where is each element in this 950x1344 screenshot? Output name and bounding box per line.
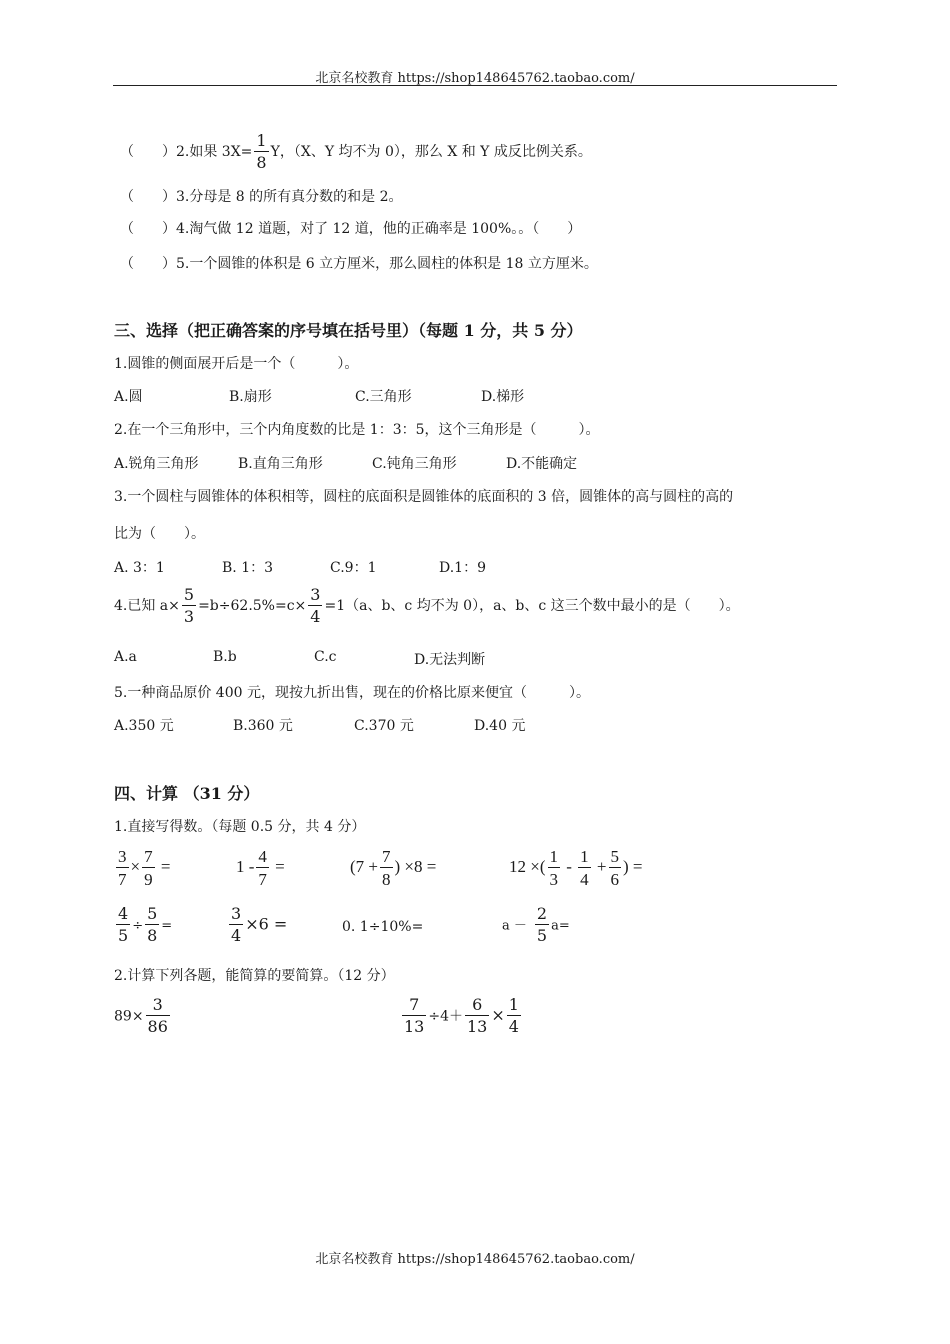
denominator: 86	[147, 1017, 168, 1036]
expr-suffix: ) ×8 =	[394, 856, 437, 876]
denominator: 8	[382, 870, 391, 889]
s3-q5-option-c: C.370 元	[354, 718, 414, 734]
s3-q5-option-a: A.350 元	[114, 718, 174, 734]
fraction	[578, 848, 591, 888]
fraction	[182, 587, 196, 625]
s3-q3-option-c: C.9：1	[330, 560, 377, 576]
numerator: 6	[472, 995, 483, 1014]
fraction	[146, 997, 170, 1035]
denominator: 4	[310, 607, 321, 626]
expr-prefix: (7 +	[350, 856, 378, 876]
fraction	[609, 848, 622, 888]
equals-sign: =	[160, 856, 171, 876]
expr-1	[114, 848, 170, 888]
expr-prefix: 89×	[114, 1008, 144, 1025]
q2-post: Y，（X、Y 均不为 0），那么 X 和 Y 成反比例关系。	[270, 144, 592, 160]
fraction	[116, 906, 130, 944]
s3-q5-option-b: B.360 元	[233, 718, 293, 734]
expr-7: 0. 1÷10%=	[342, 919, 424, 935]
section3-title: 三、选择（把正确答案的序号填在括号里）（每题 1 分，共 5 分）	[114, 321, 583, 340]
judge-q5: （ ）5.一个圆锥的体积是 6 立方厘米，那么圆柱的体积是 18 立方厘米。	[120, 256, 598, 272]
expr-5	[114, 906, 172, 944]
denominator: 13	[467, 1017, 488, 1036]
numerator: 7	[382, 847, 391, 866]
operator: ×	[491, 1005, 505, 1025]
operator: ×	[130, 856, 141, 876]
expr-10	[400, 997, 523, 1035]
answer-paren: （ ）	[120, 144, 176, 160]
expr-prefix: a －	[502, 918, 527, 934]
operator: +	[596, 856, 607, 876]
numerator: 5	[183, 585, 195, 604]
s3-q4-option-a: A.a	[114, 649, 137, 665]
fraction	[308, 587, 322, 625]
denominator: 8	[256, 153, 267, 172]
numerator: 7	[144, 847, 153, 866]
fraction	[142, 848, 155, 888]
page-footer: 北京名校教育 https://shop148645762.taobao.com/	[315, 1252, 635, 1267]
fraction	[145, 906, 159, 944]
operator: ÷	[132, 918, 144, 934]
s3-q5-option-d: D.40 元	[474, 718, 526, 734]
numerator: 7	[409, 995, 420, 1014]
s4-sub2: 2.计算下列各题，能简算的要简算。（12 分）	[114, 968, 395, 984]
expr-suffix: a=	[551, 918, 570, 934]
q4-pre: 4.已知 a×	[114, 598, 180, 614]
denominator: 4	[580, 870, 589, 889]
expr-3	[350, 848, 436, 888]
expr-prefix: 1 -	[236, 856, 255, 876]
s3-q4-option-d: D.无法判断	[414, 652, 486, 668]
judge-q4: （ ）4.淘气做 12 道题，对了 12 道，他的正确率是 100%。。（ ）	[120, 221, 582, 237]
numerator: 4	[118, 904, 129, 923]
s3-q3-line2: 比为（ ）。	[114, 526, 205, 542]
equals-sign: =	[275, 856, 285, 876]
fraction	[507, 997, 521, 1035]
numerator: 3	[152, 995, 163, 1014]
s3-q1-option-a: A.圆	[114, 389, 143, 405]
numerator: 5	[147, 904, 158, 923]
s3-q2-option-b: B.直角三角形	[238, 456, 323, 472]
header-rule	[113, 85, 837, 86]
denominator: 7	[258, 870, 267, 889]
s3-q3-line1: 3.一个圆柱与圆锥体的体积相等，圆柱的底面积是圆锥体的底面积的 3 倍，圆锥体的高与圆柱的高的	[114, 489, 734, 505]
denominator: 5	[118, 926, 129, 945]
denominator: 3	[549, 870, 558, 889]
expr-6	[227, 906, 287, 944]
fraction	[380, 848, 393, 888]
judge-q2	[120, 133, 592, 171]
fraction	[535, 906, 549, 944]
numerator: 3	[310, 585, 321, 604]
s3-q1-option-c: C.三角形	[355, 389, 412, 405]
numerator: 1	[580, 847, 589, 866]
fraction	[254, 133, 268, 171]
numerator: 5	[610, 847, 620, 866]
operator: ÷4＋	[428, 1008, 463, 1025]
denominator: 7	[118, 870, 127, 889]
fraction	[229, 906, 243, 944]
numerator: 1	[508, 995, 519, 1014]
expr-2	[236, 848, 285, 888]
denominator: 4	[231, 926, 242, 945]
s3-q2-option-a: A.锐角三角形	[114, 456, 199, 472]
fraction	[548, 848, 561, 888]
numerator: 3	[118, 847, 127, 866]
s3-q2-option-c: C.钝角三角形	[372, 456, 457, 472]
numerator: 1	[549, 847, 558, 866]
operator: -	[566, 856, 572, 876]
s3-q1-option-d: D.梯形	[481, 389, 525, 405]
fraction	[256, 848, 269, 888]
expr-4	[509, 848, 643, 888]
denominator: 5	[536, 926, 548, 945]
s3-q4	[114, 587, 740, 625]
numerator: 4	[258, 847, 267, 866]
s3-q2: 2.在一个三角形中，三个内角度数的比是 1：3：5，这个三角形是（ ）。	[114, 422, 600, 438]
denominator: 6	[610, 870, 620, 889]
equals-sign: =	[161, 918, 173, 934]
fraction	[116, 848, 129, 888]
expr-prefix: 12 ×(	[509, 856, 546, 876]
s3-q3-option-a: A. 3：1	[114, 560, 165, 576]
judge-q3: （ ）3.分母是 8 的所有真分数的和是 2。	[120, 189, 403, 205]
s3-q2-option-d: D.不能确定	[506, 456, 578, 472]
q4-post: =1（a、b、c 均不为 0），a、b、c 这三个数中最小的是（ ）。	[324, 598, 740, 614]
fraction	[465, 997, 489, 1035]
expr-9	[114, 997, 172, 1035]
denominator: 9	[144, 870, 153, 889]
denominator: 13	[404, 1017, 425, 1036]
s3-q3-option-b: B. 1：3	[222, 560, 274, 576]
s3-q3-option-d: D.1：9	[439, 560, 486, 576]
s4-sub1: 1.直接写得数。（每题 0.5 分，共 4 分）	[114, 819, 366, 835]
denominator: 3	[183, 607, 195, 626]
fraction	[402, 997, 426, 1035]
section4-title: 四、计算 （31 分）	[114, 784, 260, 803]
s3-q1: 1.圆锥的侧面展开后是一个（ ）。	[114, 356, 359, 372]
q4-mid: =b÷62.5%=c×	[198, 598, 307, 614]
s3-q4-option-b: B.b	[213, 649, 237, 665]
s3-q5: 5.一种商品原价 400 元，现按九折出售，现在的价格比原来便宜（ ）。	[114, 685, 590, 701]
expr-suffix: ×6 =	[245, 914, 288, 934]
numerator: 2	[536, 904, 548, 923]
denominator: 4	[508, 1017, 519, 1036]
numerator: 3	[231, 904, 242, 923]
s3-q1-option-b: B.扇形	[229, 389, 272, 405]
q2-pre: 2.如果 3X=	[176, 144, 253, 160]
s3-q4-option-c: C.c	[314, 649, 337, 665]
expr-8	[502, 906, 570, 944]
denominator: 8	[147, 926, 158, 945]
numerator: 1	[256, 131, 267, 150]
page-header: 北京名校教育 https://shop148645762.taobao.com/	[315, 71, 635, 86]
expr-suffix: ) =	[623, 856, 643, 876]
